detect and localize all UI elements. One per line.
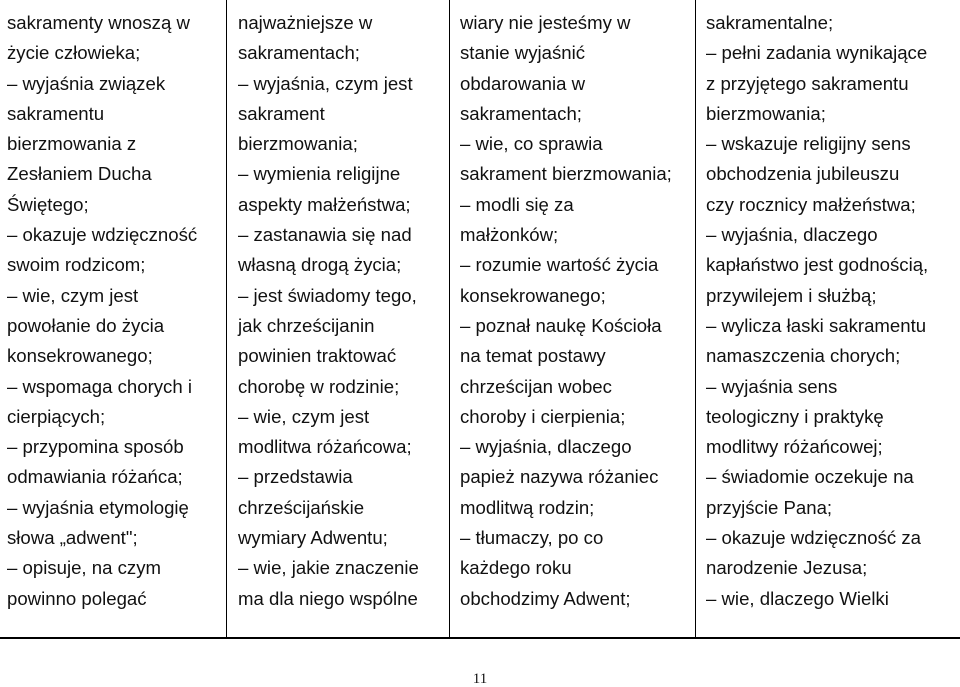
text-line: – opisuje, na czym <box>7 557 161 579</box>
text-line: na temat postawy <box>460 345 606 367</box>
text-line: modlitwą rodzin; <box>460 496 595 518</box>
text-line: chrześcijan wobec <box>460 375 612 397</box>
text-line: konsekrowanego; <box>460 284 606 306</box>
text-line: narodzenie Jezusa; <box>706 557 868 579</box>
text-line: chrześcijańskie <box>238 496 365 518</box>
text-line: najważniejsze w <box>238 12 373 33</box>
text-line: wymiary Adwentu; <box>238 527 388 549</box>
text-line: swoim rodzicom; <box>7 254 146 276</box>
text-line: – wie, dlaczego Wielki <box>706 587 889 609</box>
text-line: sakramentu <box>7 102 105 124</box>
text-line: konsekrowanego; <box>7 345 153 367</box>
page-number: 11 <box>472 671 488 687</box>
text-line: – okazuje wdzięczność <box>7 224 198 246</box>
text-line: – wyjaśnia sens <box>706 375 838 397</box>
text-line: sakrament bierzmowania; <box>460 163 672 185</box>
text-line: powinien traktować <box>238 345 397 367</box>
text-line: jak chrześcijanin <box>238 314 375 336</box>
text-line: choroby i cierpienia; <box>460 405 626 427</box>
text-line: słowa „adwent"; <box>7 527 138 549</box>
text-line: – wyjaśnia związek <box>7 72 166 94</box>
text-line: – wskazuje religijny sens <box>706 133 911 155</box>
text-line: – wie, jakie znaczenie <box>238 557 419 579</box>
table-column-2 <box>226 0 449 637</box>
text-line: modlitwy różańcowej; <box>706 436 883 458</box>
text-line: stanie wyjaśnić <box>460 42 586 64</box>
text-line: wiary nie jesteśmy w <box>460 12 631 33</box>
text-line: Świętego; <box>7 193 89 215</box>
text-line: przywilejem i służbą; <box>706 284 877 306</box>
text-line: życie człowieka; <box>7 42 141 64</box>
text-line: sakramentach; <box>238 42 360 64</box>
text-line: powołanie do życia <box>7 314 165 336</box>
text-line: – wylicza łaski sakramentu <box>706 314 927 336</box>
text-line: ma dla niego wspólne <box>238 587 418 609</box>
text-line: – przypomina sposób <box>7 436 184 458</box>
text-line: małżonków; <box>460 224 559 246</box>
text-line: odmawiania różańca; <box>7 466 183 488</box>
text-line: obchodzenia jubileuszu <box>706 163 900 185</box>
text-line: sakramentalne; <box>706 12 834 33</box>
text-line: obchodzimy Adwent; <box>460 587 631 609</box>
table-column-3 <box>449 0 695 637</box>
text-line: – wie, czym jest <box>7 284 139 306</box>
text-line: własną drogą życia; <box>238 254 402 276</box>
text-line: teologiczny i praktykę <box>706 405 884 427</box>
text-line: z przyjętego sakramentu <box>706 72 909 94</box>
table-column-4 <box>695 0 960 637</box>
text-line: – świadomie oczekuje na <box>706 466 914 488</box>
text-line: Zesłaniem Ducha <box>7 163 152 185</box>
text-line: – rozumie wartość życia <box>460 254 659 276</box>
text-line: – wie, czym jest <box>238 405 370 427</box>
text-line: – wyjaśnia, czym jest <box>238 72 413 94</box>
text-line: – wspomaga chorych i <box>7 375 192 397</box>
text-line: każdego roku <box>460 557 572 579</box>
text-line: powinno polegać <box>7 587 147 609</box>
text-line: sakrament <box>238 102 325 124</box>
text-line: modlitwa różańcowa; <box>238 436 412 458</box>
text-line: chorobę w rodzinie; <box>238 375 400 397</box>
text-line: – tłumaczy, po co <box>460 527 604 549</box>
table-column-1 <box>0 0 226 637</box>
text-line: – wymienia religijne <box>238 163 401 185</box>
text-line: bierzmowania; <box>706 102 826 124</box>
text-line: obdarowania w <box>460 72 586 94</box>
text-line: przyjście Pana; <box>706 496 833 518</box>
text-line: sakramentach; <box>460 102 582 124</box>
text-line: – przedstawia <box>238 466 353 488</box>
text-line: – wyjaśnia, dlaczego <box>706 224 878 246</box>
text-line: – wyjaśnia etymologię <box>7 496 189 518</box>
text-line: cierpiących; <box>7 405 106 427</box>
text-line: kapłaństwo jest godnością, <box>706 254 929 276</box>
text-line: – wyjaśnia, dlaczego <box>460 436 632 458</box>
text-line: czy rocznicy małżeństwa; <box>706 193 916 215</box>
text-line: papież nazywa różaniec <box>460 466 659 488</box>
text-line: – okazuje wdzięczność za <box>706 527 921 549</box>
text-line: bierzmowania; <box>238 133 358 155</box>
text-line: – zastanawia się nad <box>238 224 412 246</box>
text-line: – poznał naukę Kościoła <box>460 314 662 336</box>
text-line: sakramenty wnoszą w <box>7 12 190 33</box>
text-line: – pełni zadania wynikające <box>706 42 928 64</box>
text-line: – wie, co sprawia <box>460 133 603 155</box>
text-line: bierzmowania z <box>7 133 137 155</box>
text-line: aspekty małżeństwa; <box>238 193 411 215</box>
text-line: – modli się za <box>460 193 574 215</box>
text-line: – jest świadomy tego, <box>238 284 417 306</box>
text-line: namaszczenia chorych; <box>706 345 901 367</box>
